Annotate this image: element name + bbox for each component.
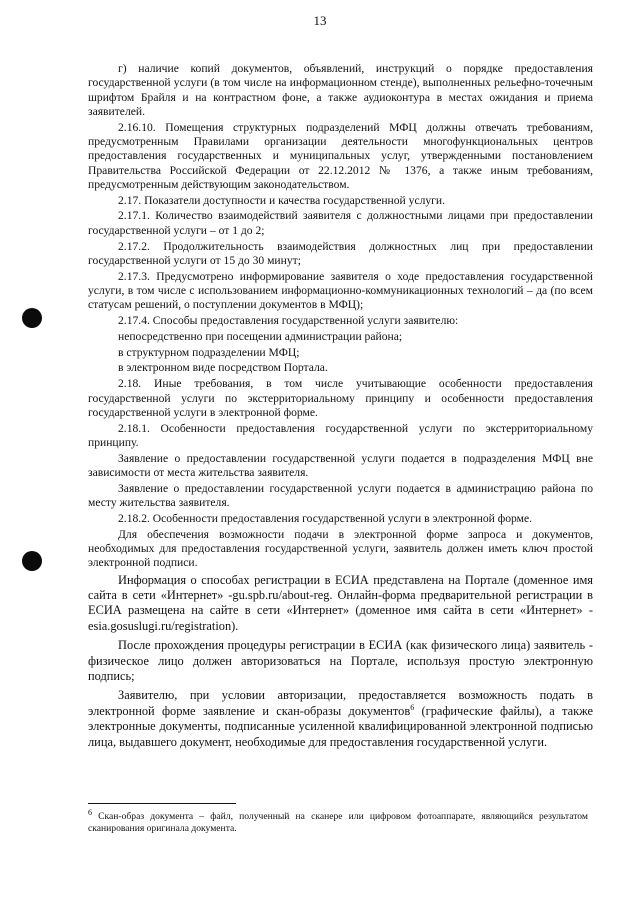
paragraph-2-16-10: 2.16.10. Помещения структурных подразделений МФЦ должны отвечать требованиям, предусмотренным Правилами организации деятельности многофункциональных центров предоставления государственных и муниципальных услуг, утвержденными постановлением Правительства Российской Федерации от 22.12.2012 № 1376, а также иным требованиям, предусмотренным действующим законодательством. (88, 120, 593, 191)
paragraph-2-18-2: 2.18.2. Особенности предоставления государственной услуги в электронной форме. (118, 511, 533, 525)
document-body (88, 62, 593, 754)
paragraph-2-17-1: 2.17.1. Количество взаимодействий заявителя с должностными лицами при предоставлении государственной услуги – от 1 до 2; (88, 209, 593, 237)
paragraph-esia-info: Информация о способах регистрации в ЕСИА представлена на Портале (доменное имя сайта в сети «Интернет» -gu.spb.ru/about-reg. Онлайн-форма предварительной регистрации в ЕСИА размещена на сайте в сети «Интернет» (доменное имя сайта в сети «Интернет» - esia.gosuslugi.ru/registration). (88, 572, 593, 633)
paragraph-braille: г) наличие копий документов, объявлений, инструкций о порядке предоставления государственной услуги (в том числе на информационном стенде), выполненных рельефно-точечным шрифтом Брайля и на контрастном фоне, а также аудиоконтура в местах ожидания и приема заявителей. (88, 62, 593, 118)
punch-hole-top (22, 308, 42, 328)
footnote-ref: 6 (410, 702, 415, 712)
scan-text-before: Заявителю, при условии авторизации, предоставляется возможность подать в электронной форме заявление и скан-образы документов (88, 688, 593, 718)
paragraph-2-17-2: 2.17.2. Продолжительность взаимодействия должностных лиц при предоставлении государственной услуги от 15 до 30 минут; (88, 239, 593, 267)
list-item-mfc: в структурном подразделении МФЦ; (118, 345, 300, 359)
list-item-administration: непосредственно при посещении администрации района; (118, 329, 403, 343)
paragraph-after-registration: После прохождения процедуры регистрации в ЕСИА (как физического лица) заявитель - физическое лицо должен авторизоваться на Портале, используя простую электронную подпись; (88, 638, 593, 684)
scan-text-after: (графические файлы), а также электронные документы, подписанные усиленной квалифицированной электронной подписью лица, выдавшего документ, необходимые для предоставления государственной услуги. (88, 703, 593, 749)
paragraph-2-18: 2.18. Иные требования, в том числе учитывающие особенности предоставления государственной услуги по экстерриториальному принципу и особенности предоставления государственной услуги в электронной форме. (88, 377, 593, 419)
page-number: 13 (313, 13, 327, 28)
paragraph-2-17: 2.17. Показатели доступности и качества государственной услуги. (118, 193, 446, 207)
list-item-portal: в электронном виде посредством Портала. (118, 361, 328, 375)
paragraph-mfc-submission: Заявление о предоставлении государственной услуги подается в подразделения МФЦ вне зависимости от места жительства заявителя. (88, 451, 593, 480)
paragraph-2-17-4: 2.17.4. Способы предоставления государственной услуги заявителю: (118, 314, 459, 328)
paragraph-signature-key: Для обеспечения возможности подачи в электронной форме запроса и документов, необходимых для предоставления государственной услуги, заявитель должен иметь ключ простой электронной подписи. (88, 527, 593, 570)
paragraph-scan-submission (88, 688, 593, 750)
paragraph-admin-submission: Заявление о предоставлении государственной услуги подается в администрацию района по месту жительства заявителя. (88, 481, 593, 510)
paragraph-2-17-3: 2.17.3. Предусмотрено информирование заявителя о ходе предоставления государственной услуги, в том числе с использованием информационно-коммуникационных технологий – да (по всем статусам решений, о поступлении документов в МФЦ); (88, 269, 593, 312)
footnote-marker: 6 (88, 807, 92, 817)
footnote (88, 807, 588, 835)
paragraph-2-18-1: 2.18.1. Особенности предоставления государственной услуги по экстерриториальному принципу. (88, 421, 593, 449)
punch-hole-bottom (22, 551, 42, 571)
footnote-text: Скан-образ документа – файл, полученный на сканере или цифровом фотоаппарате, являющийся результатом сканирования оригинала документа. (88, 811, 588, 834)
footnote-divider (88, 803, 236, 804)
